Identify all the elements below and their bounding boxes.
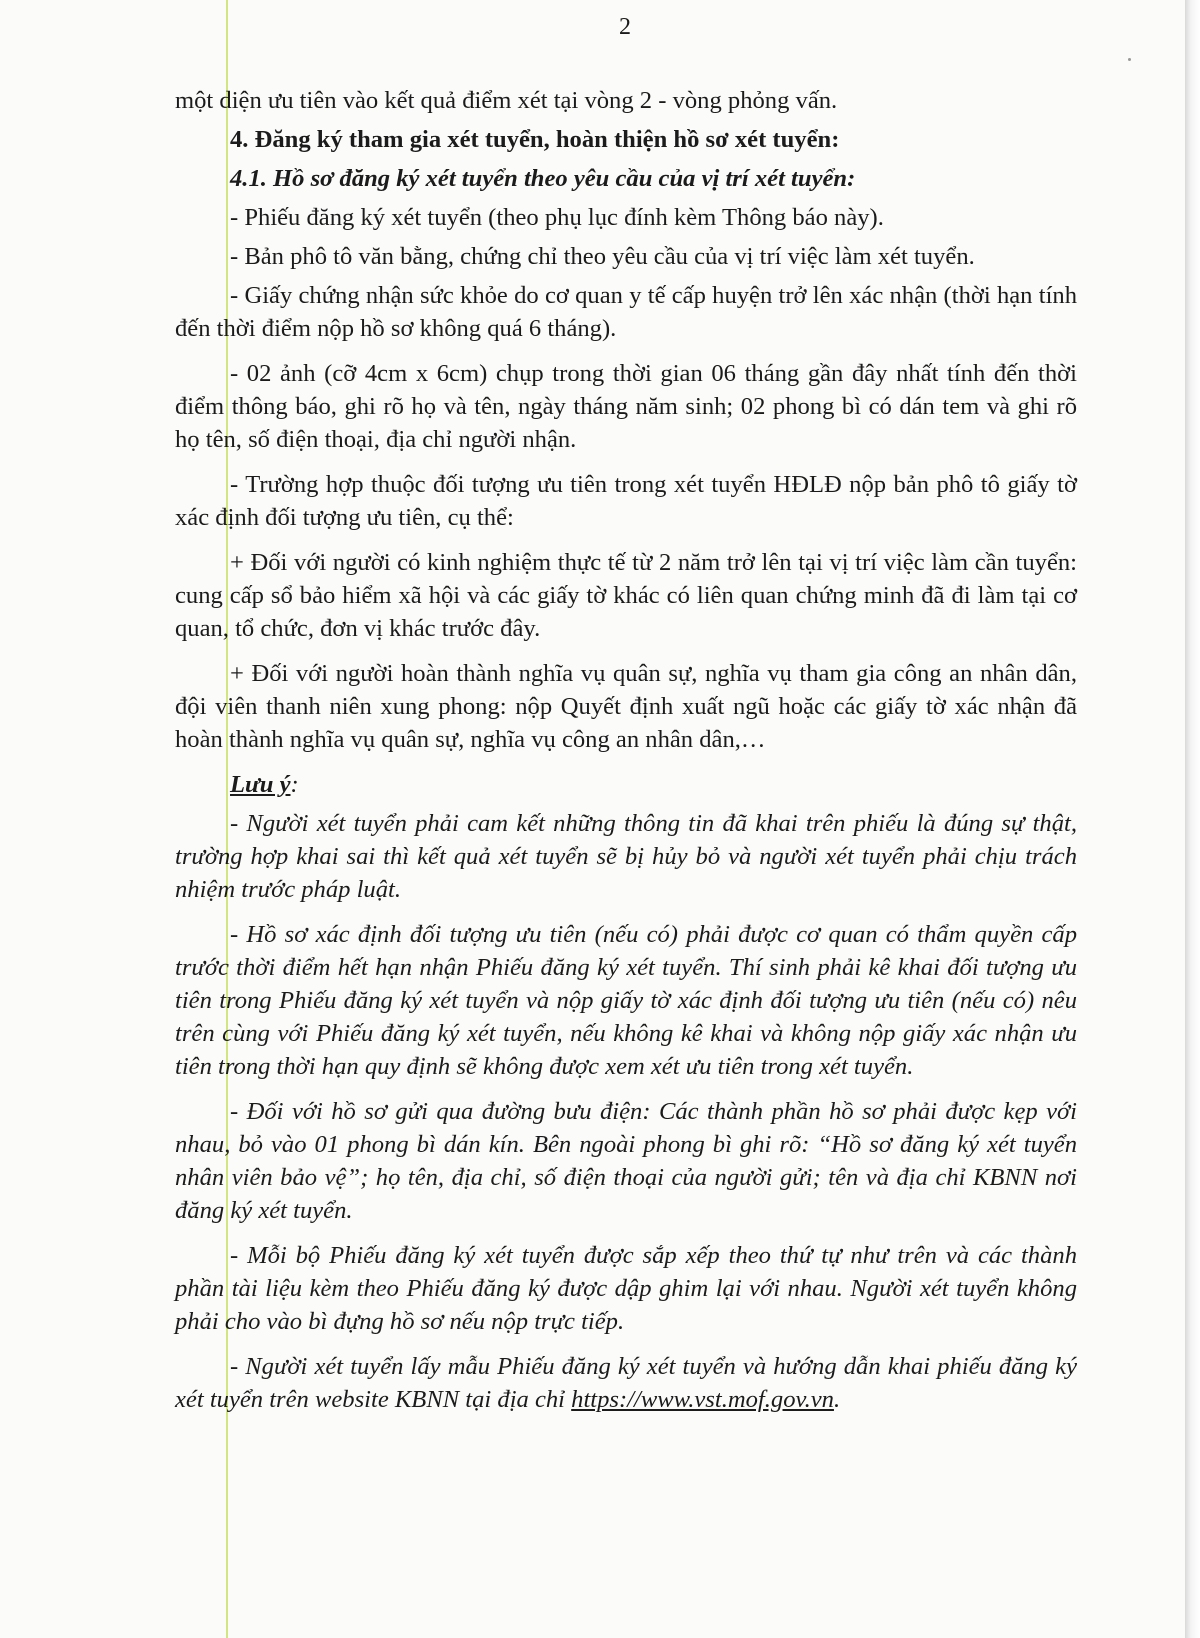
sub-item-military-service: + Đối với người hoàn thành nghĩa vụ quân sự, nghĩa vụ tham gia công an nhân dân, đội viên thanh niên xung phong: nộp Quyết định xuất ngũ hoặc các giấy tờ xác nhận đã hoàn thành nghĩa vụ quân sự, nghĩa vụ công an nhân dân,… <box>175 660 1077 753</box>
note-website <box>175 1350 1077 1416</box>
section-heading-4: 4. Đăng ký tham gia xét tuyển, hoàn thiện hồ sơ xét tuyển: <box>230 126 840 153</box>
note-website-text: - Người xét tuyển lấy mẫu Phiếu đăng ký xét tuyển và hướng dẫn khai phiếu đăng ký xét tuyển trên website KBNN tại địa chỉ <box>175 1353 1077 1413</box>
note-heading <box>175 768 1077 801</box>
list-item-diploma-copies: - Bản phô tô văn bằng, chứng chỉ theo yêu cầu của vị trí việc làm xét tuyển. <box>230 243 975 270</box>
website-link[interactable]: https://www.vst.mof.gov.vn <box>571 1386 834 1413</box>
page-edge-shadow <box>1185 0 1200 1638</box>
page-number: 2 <box>619 14 631 40</box>
subsection-heading-4-1: 4.1. Hồ sơ đăng ký xét tuyển theo yêu cầu của vị trí xét tuyển: <box>230 165 856 192</box>
scan-speck <box>1128 58 1131 61</box>
sub-item-work-experience: + Đối với người có kinh nghiệm thực tế từ 2 năm trở lên tại vị trí việc làm cần tuyển: cung cấp sổ bảo hiểm xã hội và các giấy tờ khác có liên quan chứng minh đã đi làm tại cơ quan, tổ chức, đơn vị khác trước đây. <box>175 549 1077 642</box>
list-item-health-certificate: - Giấy chứng nhận sức khỏe do cơ quan y tế cấp huyện trở lên xác nhận (thời hạn tính đến thời điểm nộp hồ sơ không quá 6 tháng). <box>175 282 1077 342</box>
note-priority-documents: - Hồ sơ xác định đối tượng ưu tiên (nếu có) phải được cơ quan có thẩm quyền cấp trước thời điểm hết hạn nhận Phiếu đăng ký xét tuyển. Thí sinh phải kê khai đối tượng ưu tiên trong Phiếu đăng ký xét tuyển và nộp giấy tờ xác định đối tượng ưu tiên (nếu có) nêu trên cùng với Phiếu đăng ký xét tuyển, nếu không kê khai và không nộp giấy xác nhận ưu tiên trong thời hạn quy định sẽ không được xem xét ưu tiên trong xét tuyển. <box>175 921 1077 1080</box>
paragraph-continuation: một diện ưu tiên vào kết quả điểm xét tại vòng 2 - vòng phỏng vấn. <box>175 87 838 114</box>
note-colon: : <box>290 771 299 798</box>
note-postal-submission: - Đối với hồ sơ gửi qua đường bưu điện: Các thành phần hồ sơ phải được kẹp với nhau, bỏ vào 01 phong bì dán kín. Bên ngoài phong bì ghi rõ: “Hồ sơ đăng ký xét tuyển nhân viên bảo vệ”; họ tên, địa chỉ, số điện thoại của người gửi; tên và địa chỉ KBNN nơi đăng ký xét tuyển. <box>175 1098 1077 1224</box>
note-document-order: - Mỗi bộ Phiếu đăng ký xét tuyển được sắp xếp theo thứ tự như trên và các thành phần tài liệu kèm theo Phiếu đăng ký được dập ghim lại với nhau. Người xét tuyển không phải cho vào bì đựng hồ sơ nếu nộp trực tiếp. <box>175 1242 1077 1335</box>
note-website-end: . <box>833 1386 841 1413</box>
note-commitment: - Người xét tuyển phải cam kết những thông tin đã khai trên phiếu là đúng sự thật, trường hợp khai sai thì kết quả xét tuyển sẽ bị hủy bỏ và người xét tuyển phải chịu trách nhiệm trước pháp luật. <box>175 810 1077 903</box>
list-item-priority-documents: - Trường hợp thuộc đối tượng ưu tiên trong xét tuyển HĐLĐ nộp bản phô tô giấy tờ xác định đối tượng ưu tiên, cụ thể: <box>175 471 1077 531</box>
document-body <box>175 84 1077 1428</box>
list-item-registration-form: - Phiếu đăng ký xét tuyển (theo phụ lục đính kèm Thông báo này). <box>230 204 884 231</box>
list-item-photos-envelopes: - 02 ảnh (cỡ 4cm x 6cm) chụp trong thời gian 06 tháng gần đây nhất tính đến thời điểm thông báo, ghi rõ họ và tên, ngày tháng năm sinh; 02 phong bì có dán tem và ghi rõ họ tên, số điện thoại, địa chỉ người nhận. <box>175 360 1077 453</box>
note-label: Lưu ý <box>230 771 291 798</box>
